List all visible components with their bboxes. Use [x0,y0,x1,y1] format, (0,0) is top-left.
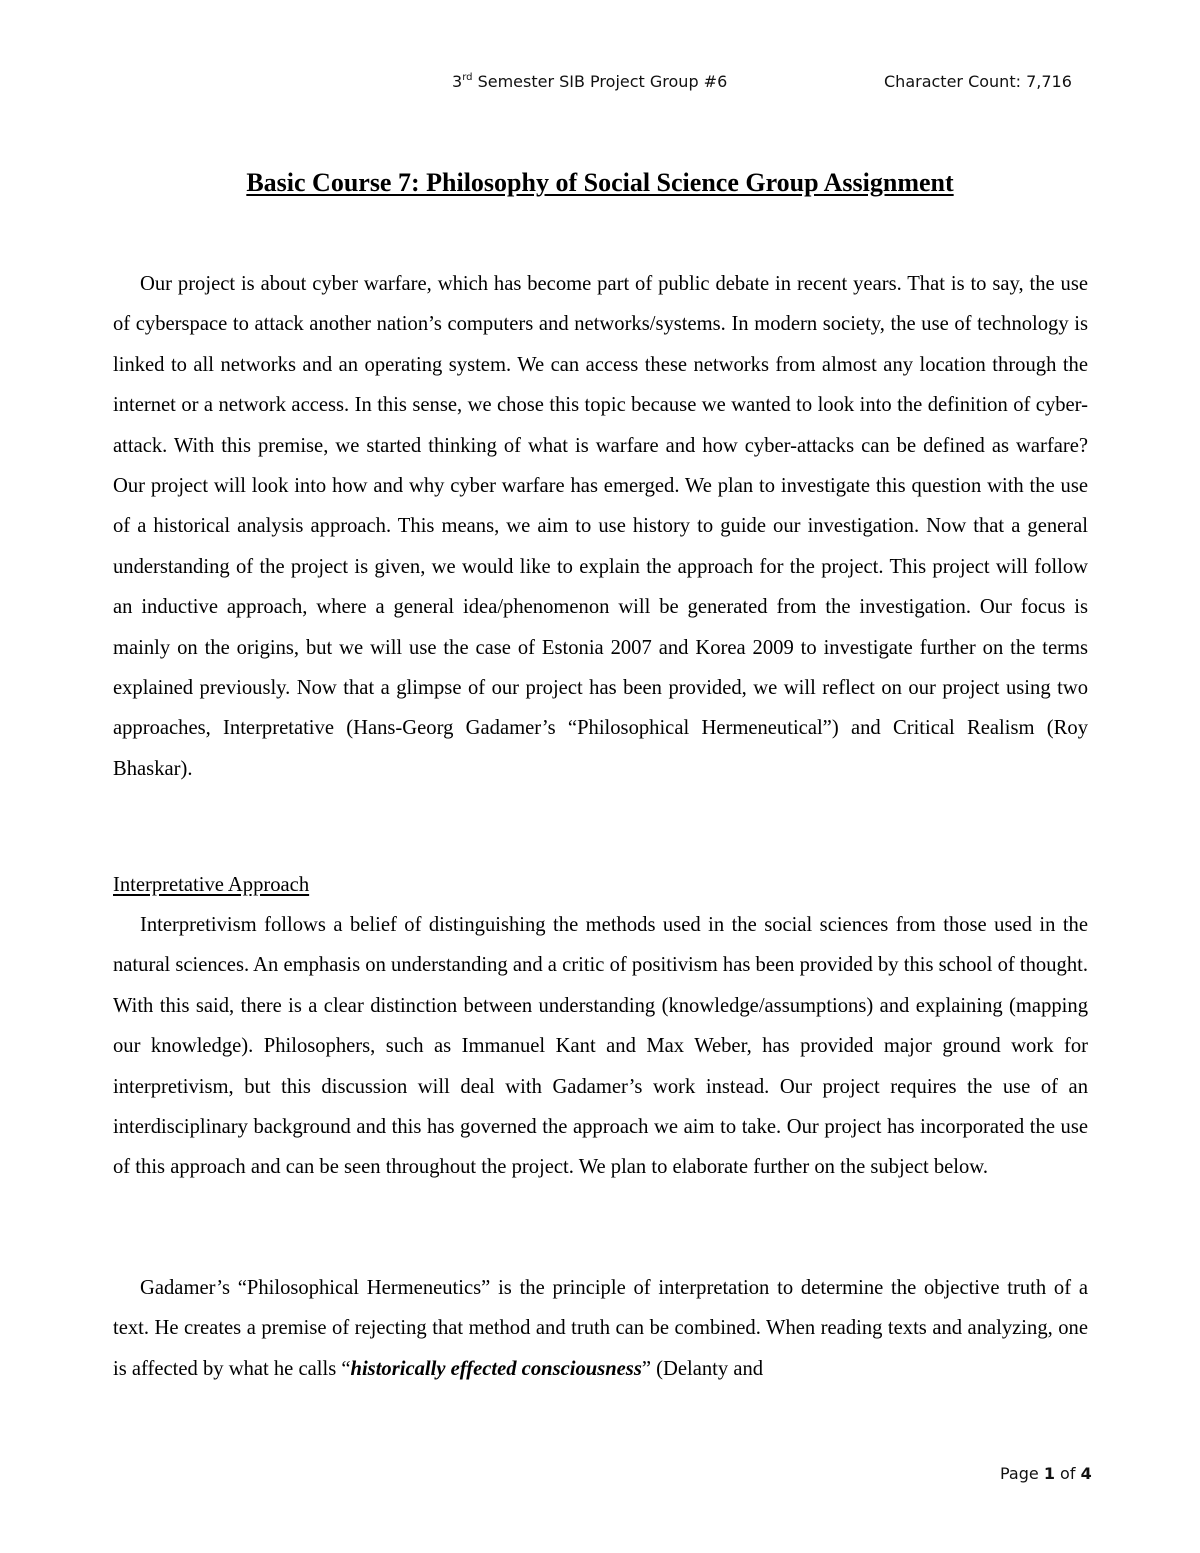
interpretivism-section [113,905,1088,1188]
page-number: Page 1 of 4 [1000,1464,1092,1483]
intro-paragraph: Our project is about cyber warfare, which has become part of public debate in recent years. That is to say, the use of cyberspace to attack another nation’s computers and networks/systems. In modern society, the use of technology is linked to all networks and an operating system. We can access these networks from almost any location through the internet or a network access. In this sense, we chose this topic because we wanted to look into the definition of cyber-attack. With this premise, we started thinking of what is warfare and how cyber-attacks can be defined as warfare? Our project will look into how and why cyber warfare has emerged. We plan to investigate this question with the use of a historical analysis approach. This means, we aim to use history to guide our investigation. Now that a general understanding of the project is given, we would like to explain the approach for the project. This project will follow an inductive approach, where a general idea/phenomenon will be generated from the investigation. Our focus is mainly on the origins, but we will use the case of Estonia 2007 and Korea 2009 to investigate further on the terms explained previously. Now that a glimpse of our project has been provided, we will reflect on our project using two approaches, Interpretative (Hans-Georg Gadamer’s “Philosophical Hermeneutical”) and Critical Realism (Roy Bhaskar). [113,273,1088,780]
interpretivism-paragraph: Interpretivism follows a belief of distinguishing the methods used in the social sciences from those used in the natural sciences. An emphasis on understanding and a critic of positivism has been provided by this school of thought. With this said, there is a clear distinction between understanding (knowledge/assumptions) and explaining (mapping our knowledge). Philosophers, such as Immanuel Kant and Max Weber, has provided major ground work for interpretivism, but this discussion will deal with Gadamer’s work instead. Our project requires the use of an interdisciplinary background and this has governed the approach we aim to take. Our project has incorporated the use of this approach and can be seen throughout the project. We plan to elaborate further on the subject below. [113,914,1088,1179]
header-character-count: Character Count: 7,716 [884,72,1072,91]
section-heading: Interpretative Approach [113,874,310,896]
header-superscript: rd [462,72,473,83]
total-pages: 4 [1080,1464,1092,1483]
document-title: Basic Course 7: Philosophy of Social Science Group Assignment [246,168,954,197]
current-page: 1 [1043,1464,1055,1483]
intro-section [113,264,1088,789]
gadamer-paragraph: Gadamer’s “Philosophical Hermeneutics” is the principle of interpretation to determine the objective truth of a text. He creates a premise of rejecting that method and truth can be combined. When reading texts and analyzing, one is affected by what he calls “historically effected consciousness” (Delanty and [113,1277,1088,1380]
gadamer-section [113,1268,1088,1389]
header-group-label: 3rd Semester SIB Project Group #6 [452,72,728,91]
emphasis-term: historically effected consciousness [350,1357,642,1380]
